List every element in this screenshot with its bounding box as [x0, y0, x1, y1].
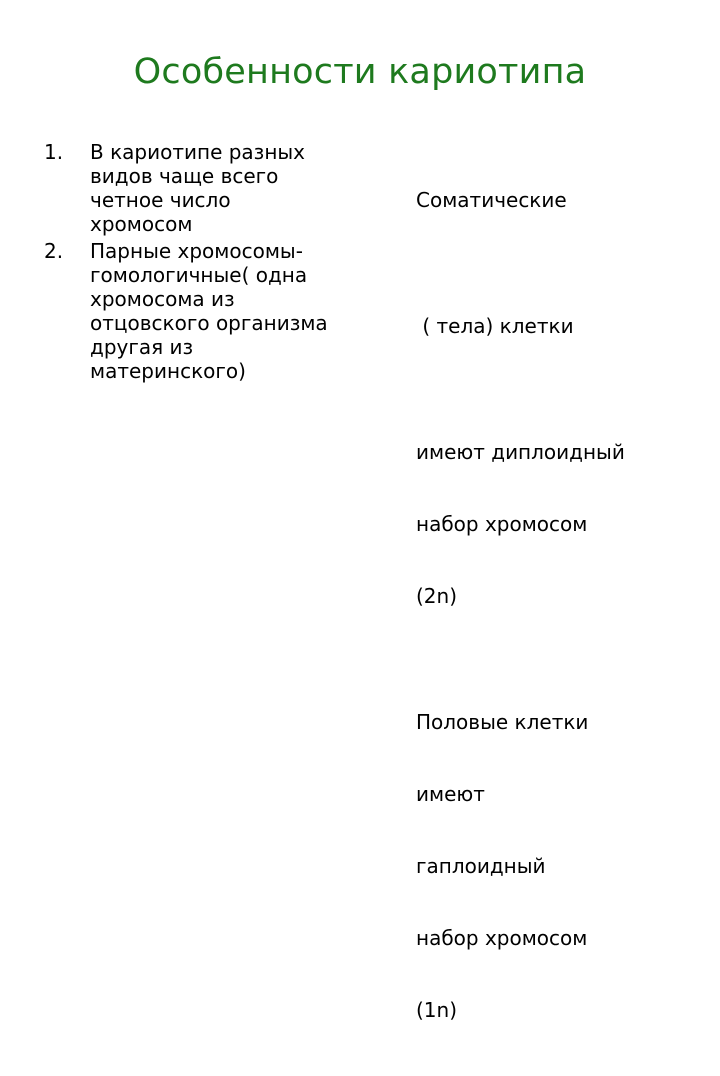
- paragraph: [416, 266, 716, 386]
- paragraph-line: набор хромосом: [416, 512, 588, 536]
- list-item: [44, 140, 374, 236]
- right-column: [416, 140, 716, 1076]
- list-line: гомологичные( одна: [90, 263, 308, 287]
- left-column: [44, 140, 374, 386]
- paragraph-line: набор хромосом: [416, 926, 588, 950]
- paragraph-line: имеют: [416, 782, 485, 806]
- list-line: видов чаще всего: [90, 164, 279, 188]
- paragraph-line: гаплоидный: [416, 854, 546, 878]
- list-line: другая из: [90, 335, 194, 359]
- list-line: хромосом: [90, 212, 193, 236]
- paragraph: [416, 392, 716, 656]
- list-line: хромосома из: [90, 287, 235, 311]
- list-number: 1.: [44, 140, 64, 164]
- paragraph: [416, 662, 716, 1070]
- paragraph: [416, 140, 716, 260]
- list-line: Парные хромосомы-: [90, 239, 303, 263]
- list-line: четное число: [90, 188, 231, 212]
- paragraph-line: имеют диплоидный: [416, 440, 625, 464]
- paragraph-line: (1n): [416, 998, 458, 1022]
- list-item: [44, 239, 374, 383]
- paragraph-line: (2n): [416, 584, 458, 608]
- list-line: отцовского организма: [90, 311, 328, 335]
- list-line: материнского): [90, 359, 246, 383]
- numbered-list: [44, 140, 374, 383]
- list-line: В кариотипе разных: [90, 140, 306, 164]
- slide-title: Особенности кариотипа: [133, 52, 587, 92]
- paragraph-line: ( тела) клетки: [416, 314, 574, 338]
- paragraph-line: Соматические: [416, 188, 567, 212]
- list-number: 2.: [44, 239, 64, 263]
- paragraph-line: Половые клетки: [416, 710, 589, 734]
